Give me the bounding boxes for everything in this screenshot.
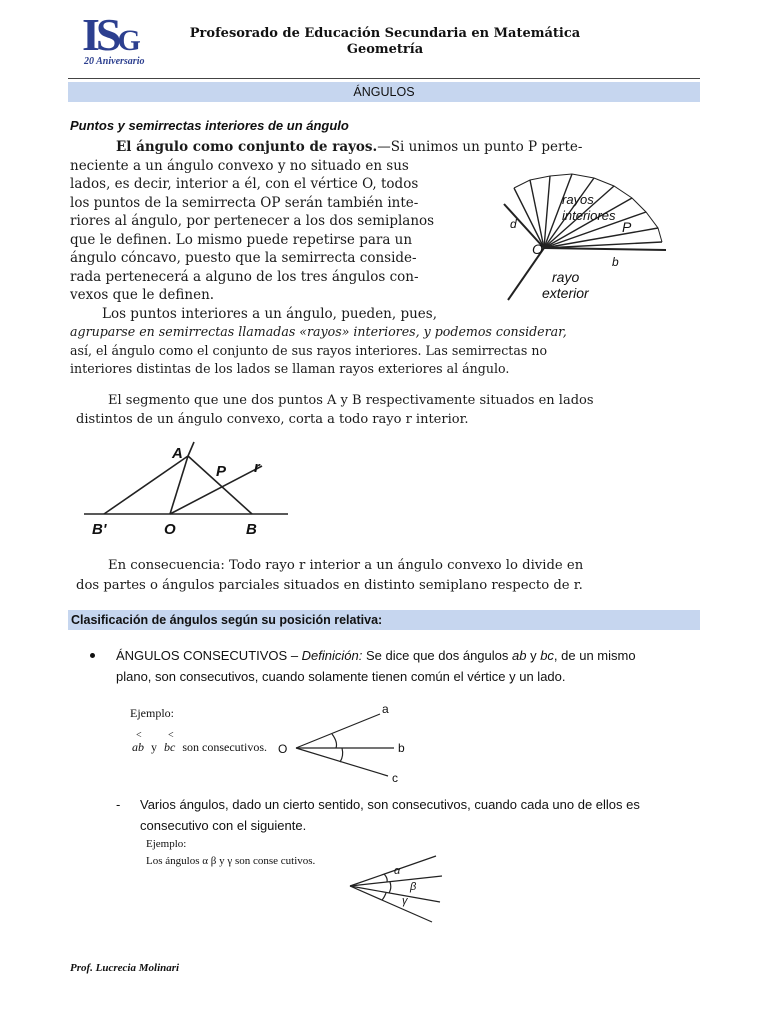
label-p: P bbox=[216, 463, 227, 480]
arc-ab bbox=[332, 734, 337, 748]
several-line-2: consecutivo con el siguiente. bbox=[140, 818, 307, 833]
ray-a bbox=[296, 714, 380, 748]
fan-label-rayos: rayos bbox=[562, 192, 594, 207]
several-line-1: Varios ángulos, dado un cierto sentido, son consecutivos, cuando cada uno de ellos es bbox=[140, 797, 640, 812]
fig2-label-gamma: γ bbox=[402, 895, 408, 907]
arc-bc bbox=[340, 748, 343, 762]
example-1-text: < ab y < bc son consecutivos. bbox=[132, 730, 267, 754]
dash-marker: - bbox=[116, 797, 121, 812]
para4-line-1: dos partes o ángulos parciales situados en distinto semiplano respecto de r. bbox=[76, 578, 583, 593]
triangle-figure bbox=[80, 440, 300, 540]
paragraph-segment bbox=[76, 392, 594, 429]
label-a: A bbox=[172, 445, 183, 462]
para2-line-2: así, el ángulo como el conjunto de sus rayos interiores. Las semirrectas no bbox=[70, 342, 548, 358]
fan-label-exterior: exterior bbox=[542, 285, 589, 301]
subheading: Puntos y semirrectas interiores de un ángulo bbox=[70, 118, 349, 133]
ray-oa-extension bbox=[188, 442, 194, 456]
isg-logo bbox=[82, 9, 162, 70]
fan-label-b: b bbox=[612, 255, 619, 269]
side-b-prime-a bbox=[104, 456, 188, 514]
para1-line-8: vexos que le definen. bbox=[70, 287, 215, 303]
logo-letters: ISG bbox=[82, 9, 137, 60]
fan-label-interiores: interiores bbox=[562, 208, 616, 223]
fan-ray bbox=[530, 180, 544, 248]
footer-author: Prof. Lucrecia Molinari bbox=[70, 962, 180, 974]
fig2-label-beta: β bbox=[410, 881, 417, 893]
para1-line-4: riores al ángulo, por pertenecer a los dos semiplanos bbox=[70, 213, 435, 229]
multiple-consecutive-angles-figure bbox=[340, 850, 450, 930]
para1-line-2: lados, es decir, interior a él, con el vértice O, todos bbox=[70, 176, 419, 192]
several-angles-item bbox=[116, 794, 696, 836]
label-b: B bbox=[246, 521, 257, 538]
arc-beta bbox=[389, 882, 391, 893]
classification-title-bar: Clasificación de ángulos según su posición relativa: bbox=[68, 610, 700, 630]
ray-c bbox=[296, 748, 388, 776]
header-divider bbox=[68, 78, 700, 79]
ray-3 bbox=[350, 886, 440, 902]
para1-line-3: los puntos de la semirrecta OP serán también inte- bbox=[70, 194, 419, 211]
fan-label-d: d bbox=[510, 217, 517, 231]
page-header bbox=[0, 0, 768, 80]
para2-line-3: interiores distintas de los lados se llaman rayos exteriores al ángulo. bbox=[70, 361, 510, 376]
consecutive-angles-item bbox=[90, 645, 690, 687]
para3-line-0: El segmento que une dos puntos A y B respectivamente situados en lados bbox=[108, 393, 594, 408]
example-2-title: Ejemplo: bbox=[146, 838, 187, 850]
rays-fan-figure bbox=[496, 158, 696, 308]
arc-gamma bbox=[382, 893, 386, 900]
fan-ray bbox=[514, 188, 544, 248]
label-o: O bbox=[164, 521, 176, 538]
fig1-label-o: O bbox=[278, 742, 288, 756]
paragraph-consequence bbox=[76, 556, 583, 596]
fan-label-rayo: rayo bbox=[552, 269, 580, 285]
para3-line-1: distintos de un ángulo convexo, corta a todo rayo r interior. bbox=[76, 411, 469, 427]
consecutive-line-2: plano, son consecutivos, cuando solamente tienen común el vértice y un lado. bbox=[116, 669, 566, 684]
example-1-title: Ejemplo: bbox=[130, 706, 174, 720]
fan-side-b bbox=[544, 248, 666, 250]
fan-ray bbox=[544, 176, 550, 248]
consecutive-angles-figure bbox=[270, 700, 420, 786]
document-title bbox=[180, 26, 590, 58]
angle-bc: < bc bbox=[164, 730, 176, 754]
label-b-prime: B' bbox=[92, 521, 107, 538]
consecutive-line-1: ÁNGULOS CONSECUTIVOS – Definición: Se dice que dos ángulos ab y bc, de un mismo bbox=[116, 648, 636, 663]
section-title-bar: ÁNGULOS bbox=[68, 82, 700, 102]
consecutive-term: ÁNGULOS CONSECUTIVOS bbox=[116, 648, 288, 663]
para1-line-0: El ángulo como conjunto de rayos.—Si unimos un punto P perte- bbox=[116, 139, 583, 155]
fig1-label-c: c bbox=[392, 771, 398, 785]
para1-line-1: neciente a un ángulo convexo y no situado en sus bbox=[70, 157, 409, 174]
para2-line-0: Los puntos interiores a un ángulo, pueden, pues, bbox=[102, 305, 438, 322]
fig1-label-a: a bbox=[382, 702, 389, 716]
ray-4 bbox=[350, 886, 432, 922]
label-r: r bbox=[254, 459, 260, 476]
fan-label-o: O bbox=[532, 241, 543, 257]
para2-line-1: agruparse en semirrectas llamadas «rayos» interiores, y podemos considerar, bbox=[70, 324, 567, 339]
para1-line-6: ángulo cóncavo, puesto que la semirrecta conside- bbox=[70, 250, 417, 266]
definition-label: Definición: bbox=[301, 648, 363, 663]
several-angles-text bbox=[140, 794, 696, 836]
title-line-2: Geometría bbox=[346, 42, 424, 57]
angle-ab: < ab bbox=[132, 730, 144, 754]
para4-line-0: En consecuencia: Todo rayo r interior a un ángulo convexo lo divide en bbox=[108, 558, 584, 573]
title-line-1: Profesorado de Educación Secundaria en Matemática bbox=[189, 26, 581, 41]
arc-alpha bbox=[384, 874, 387, 882]
para1-line-7: rada pertenecerá a alguno de los tres ángulos con- bbox=[70, 268, 419, 285]
bullet-dot bbox=[90, 653, 95, 658]
logo-subtitle: 20 Aniversario bbox=[84, 56, 145, 67]
fig2-label-alpha: α bbox=[394, 865, 401, 877]
para1-line-5: que le definen. Lo mismo puede repetirse para un bbox=[70, 231, 413, 248]
fan-label-p: P bbox=[622, 219, 632, 235]
fig1-label-b: b bbox=[398, 741, 405, 755]
example-2-text: Los ángulos α β y γ son conse cutivos. bbox=[146, 855, 316, 867]
consecutive-definition bbox=[116, 645, 690, 687]
